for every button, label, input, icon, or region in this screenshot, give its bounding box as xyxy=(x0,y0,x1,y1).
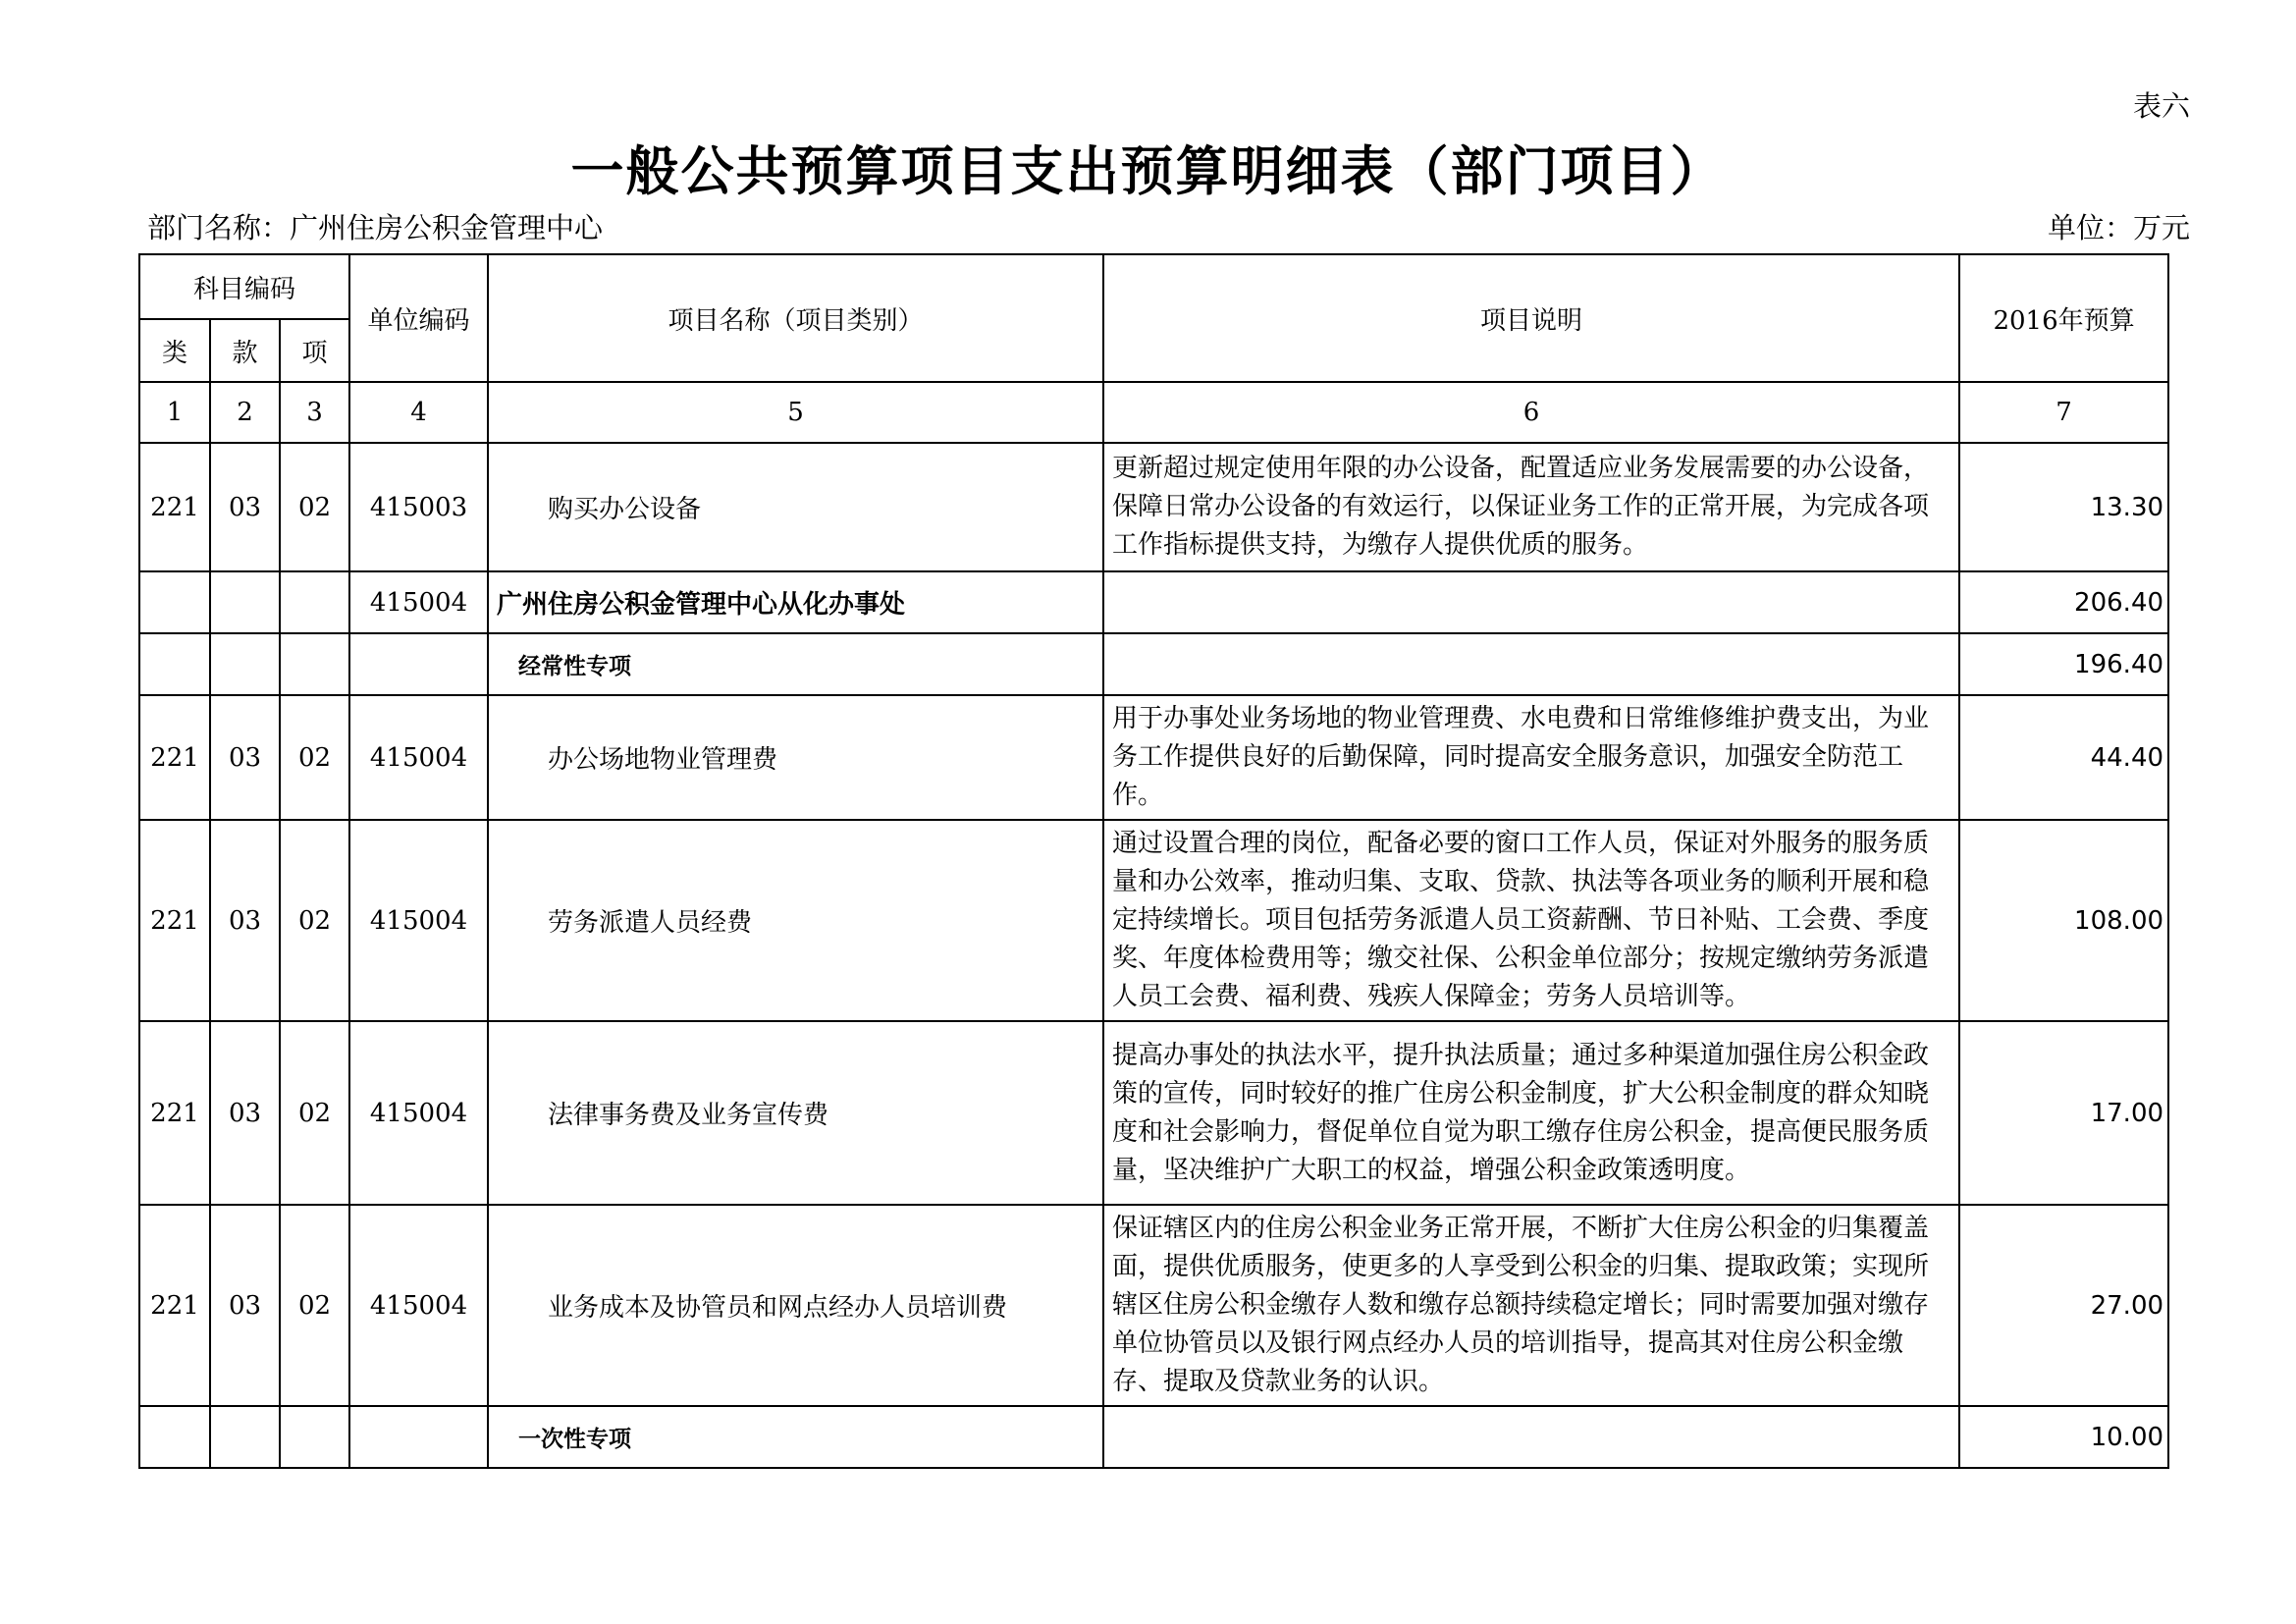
xiang-cell xyxy=(280,1406,349,1468)
budget-amount-cell: 108.00 xyxy=(1959,820,2168,1021)
unit-code-cell xyxy=(349,633,488,695)
project-desc-cell: 更新超过规定使用年限的办公设备，配置适应业务发展需要的办公设备，保障日常办公设备的有效运行，以保证业务工作的正常开展，为完成各项工作指标提供支持，为缴存人提供优质的服务。 xyxy=(1103,443,1959,571)
project-name-cell: 一次性专项 xyxy=(488,1406,1103,1468)
budget-amount-cell: 27.00 xyxy=(1959,1205,2168,1406)
unit-label: 单位：万元 xyxy=(2047,211,2190,244)
unit-code-cell: 415003 xyxy=(349,443,488,571)
xiang-cell xyxy=(280,633,349,695)
project-name-cell: 劳务派遣人员经费 xyxy=(488,820,1103,1021)
col-number: 4 xyxy=(349,382,488,443)
col-number: 5 xyxy=(488,382,1103,443)
budget-amount-cell: 44.40 xyxy=(1959,695,2168,820)
table-number-label: 表六 xyxy=(2132,89,2190,123)
table-row xyxy=(139,633,2168,695)
project-name-cell: 法律事务费及业务宣传费 xyxy=(488,1021,1103,1205)
budget-amount-cell: 17.00 xyxy=(1959,1021,2168,1205)
col-number: 1 xyxy=(139,382,210,443)
kuan-cell xyxy=(210,1406,280,1468)
lei-cell: 221 xyxy=(139,695,210,820)
kuan-cell: 03 xyxy=(210,695,280,820)
header-xiang: 项 xyxy=(280,319,349,382)
project-desc-cell: 保证辖区内的住房公积金业务正常开展，不断扩大住房公积金的归集覆盖面，提供优质服务，使更多的人享受到公积金的归集、提取政策；实现所辖区住房公积金缴存人数和缴存总额持续稳定增长；同时需要加强对缴存单位协管员以及银行网点经办人员的培训指导，提高其对住房公积金缴存、提取及贷款业务的认识。 xyxy=(1103,1205,1959,1406)
table-row xyxy=(139,443,2168,571)
project-desc-cell: 提高办事处的执法水平，提升执法质量；通过多种渠道加强住房公积金政策的宣传，同时较好的推广住房公积金制度，扩大公积金制度的群众知晓度和社会影响力，督促单位自觉为职工缴存住房公积金，提高便民服务质量，坚决维护广大职工的权益，增强公积金政策透明度。 xyxy=(1103,1021,1959,1205)
department-name: 部门名称：广州住房公积金管理中心 xyxy=(147,211,604,244)
lei-cell: 221 xyxy=(139,820,210,1021)
lei-cell: 221 xyxy=(139,1205,210,1406)
page-title: 一般公共预算项目支出预算明细表（部门项目） xyxy=(570,139,1726,202)
header-unit-code: 单位编码 xyxy=(349,254,488,382)
header-project-desc: 项目说明 xyxy=(1103,254,1959,382)
lei-cell xyxy=(139,1406,210,1468)
project-desc-cell xyxy=(1103,1406,1959,1468)
kuan-cell xyxy=(210,633,280,695)
table-row xyxy=(139,820,2168,1021)
header-kuan: 款 xyxy=(210,319,280,382)
header-lei: 类 xyxy=(139,319,210,382)
xiang-cell: 02 xyxy=(280,695,349,820)
budget-amount-cell: 196.40 xyxy=(1959,633,2168,695)
lei-cell xyxy=(139,633,210,695)
lei-cell xyxy=(139,571,210,633)
lei-cell: 221 xyxy=(139,443,210,571)
table-row xyxy=(139,1406,2168,1468)
header-row xyxy=(139,254,2168,319)
unit-code-cell: 415004 xyxy=(349,695,488,820)
kuan-cell: 03 xyxy=(210,1205,280,1406)
table-row xyxy=(139,695,2168,820)
unit-code-cell xyxy=(349,1406,488,1468)
project-name-cell: 经常性专项 xyxy=(488,633,1103,695)
budget-amount-cell: 206.40 xyxy=(1959,571,2168,633)
project-name-cell: 业务成本及协管员和网点经办人员培训费 xyxy=(488,1205,1103,1406)
project-desc-cell xyxy=(1103,571,1959,633)
xiang-cell: 02 xyxy=(280,820,349,1021)
project-desc-cell xyxy=(1103,633,1959,695)
col-number: 3 xyxy=(280,382,349,443)
kuan-cell xyxy=(210,571,280,633)
unit-code-cell: 415004 xyxy=(349,571,488,633)
xiang-cell: 02 xyxy=(280,1205,349,1406)
col-number: 6 xyxy=(1103,382,1959,443)
unit-code-cell: 415004 xyxy=(349,1021,488,1205)
table-row xyxy=(139,571,2168,633)
table-row xyxy=(139,1021,2168,1205)
header-budget: 2016年预算 xyxy=(1959,254,2168,382)
header-project-name: 项目名称（项目类别） xyxy=(488,254,1103,382)
col-number: 2 xyxy=(210,382,280,443)
xiang-cell: 02 xyxy=(280,443,349,571)
project-desc-cell: 用于办事处业务场地的物业管理费、水电费和日常维修维护费支出，为业务工作提供良好的后勤保障，同时提高安全服务意识，加强安全防范工作。 xyxy=(1103,695,1959,820)
col-number: 7 xyxy=(1959,382,2168,443)
column-number-row xyxy=(139,382,2168,443)
lei-cell: 221 xyxy=(139,1021,210,1205)
xiang-cell xyxy=(280,571,349,633)
project-name-cell: 购买办公设备 xyxy=(488,443,1103,571)
unit-code-cell: 415004 xyxy=(349,820,488,1021)
kuan-cell: 03 xyxy=(210,1021,280,1205)
budget-table xyxy=(138,253,2169,1469)
budget-amount-cell: 13.30 xyxy=(1959,443,2168,571)
budget-amount-cell: 10.00 xyxy=(1959,1406,2168,1468)
xiang-cell: 02 xyxy=(280,1021,349,1205)
project-name-cell: 广州住房公积金管理中心从化办事处 xyxy=(488,571,1103,633)
project-name-cell: 办公场地物业管理费 xyxy=(488,695,1103,820)
unit-code-cell: 415004 xyxy=(349,1205,488,1406)
kuan-cell: 03 xyxy=(210,443,280,571)
kuan-cell: 03 xyxy=(210,820,280,1021)
project-desc-cell: 通过设置合理的岗位，配备必要的窗口工作人员，保证对外服务的服务质量和办公效率，推动归集、支取、贷款、执法等各项业务的顺利开展和稳定持续增长。项目包括劳务派遣人员工资薪酬、节日补贴、工会费、季度奖、年度体检费用等；缴交社保、公积金单位部分；按规定缴纳劳务派遣人员工会费、福利费、残疾人保障金；劳务人员培训等。 xyxy=(1103,820,1959,1021)
table-row xyxy=(139,1205,2168,1406)
header-subject-code: 科目编码 xyxy=(139,254,349,319)
